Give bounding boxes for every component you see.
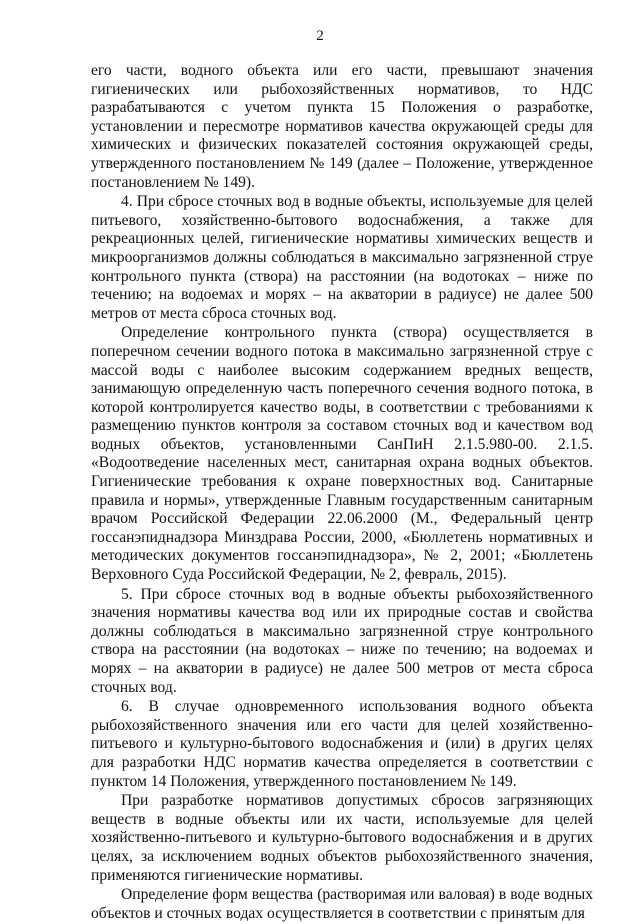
paragraph-hygienic-norms: При разработке нормативов допустимых сбросов загрязняющих веществ в водные объекты или их части, используемые для целей хозяйственно-питьевого и культурно-бытового водоснабжения и в других целях, за исключением водных объектов рыбохозяйственного значения, применяются гигиенические нормативы. bbox=[91, 792, 593, 884]
paragraph-continuation: его части, водного объекта или его части, превышают значения гигиенических или рыбохозяйственных нормативов, то НДС разрабатываются с учетом пункта 15 Положения о разработке, установлении и пересмотре нормативов качества окружающей среды для химических и физических показателей состояния окружающей среды, утвержденного постановлением № 149 (далее – Положение, утвержденное постановлением № 149). bbox=[91, 62, 593, 191]
paragraph-substance-forms: Определение форм вещества (растворимая или валовая) в воде водных объектов и сточных водах осуществляется в соответствии с принятым для bbox=[91, 886, 593, 922]
paragraph-item-4: 4. При сбросе сточных вод в водные объекты, используемые для целей питьевого, хозяйственно-бытового водоснабжения, а также для рекреационных целей, гигиенические нормативы химических веществ и микроорганизмов должны соблюдаться в максимально загрязненной струе контрольного пункта (створа) на расстоянии (на водотоках – ниже по течению; на водоемах и морях – на акватории в радиусе) не далее 500 метров от места сброса сточных вод. bbox=[91, 193, 593, 322]
paragraph-control-point: Определение контрольного пункта (створа) осуществляется в поперечном сечении водного потока в максимально загрязненной струе с массой воды с наиболее высоким содержанием вредных веществ, занимающую определенную часть поперечного сечения водного потока, в которой контролируется качество воды, в соответствии с требованиями к размещению пунктов контроля за составом сточных вод и качеством вод водных объектов, установленными СанПиН 2.1.5.980-00. 2.1.5. «Водоотведение населенных мест, санитарная охрана водных объектов. Гигиенические требования к охране поверхностных вод. Санитарные правила и нормы», утвержденные Главным государственным санитарным врачом Российской Федерации 22.06.2000 (М., Федеральный центр госсанэпиднадзора Минздрава России, 2000, «Бюллетень нормативных и методических документов госсанэпиднадзора», № 2, 2001; «Бюллетень Верховного Суда Российской Федерации, № 2, февраль, 2015). bbox=[91, 324, 593, 584]
paragraph-item-6: 6. В случае одновременного использования водного объекта рыбохозяйственного значения или его части для целей хозяйственно-питьевого и культурно-бытового водоснабжения и (или) в других целях для разработки НДС норматив качества определяется в соответствии с пунктом 14 Положения, утвержденного постановлением № 149. bbox=[91, 698, 593, 790]
page-number: 2 bbox=[316, 28, 324, 44]
paragraph-item-5: 5. При сбросе сточных вод в водные объекты рыбохозяйственного значения нормативы качества вод или их природные состав и свойства должны соблюдаться в максимально загрязненной струе контрольного створа на расстоянии (на водотоках – ниже по течению; на водоемах и морях – на акватории в радиусе) не далее 500 метров от места сброса сточных вод. bbox=[91, 585, 593, 696]
document-body bbox=[91, 62, 593, 924]
